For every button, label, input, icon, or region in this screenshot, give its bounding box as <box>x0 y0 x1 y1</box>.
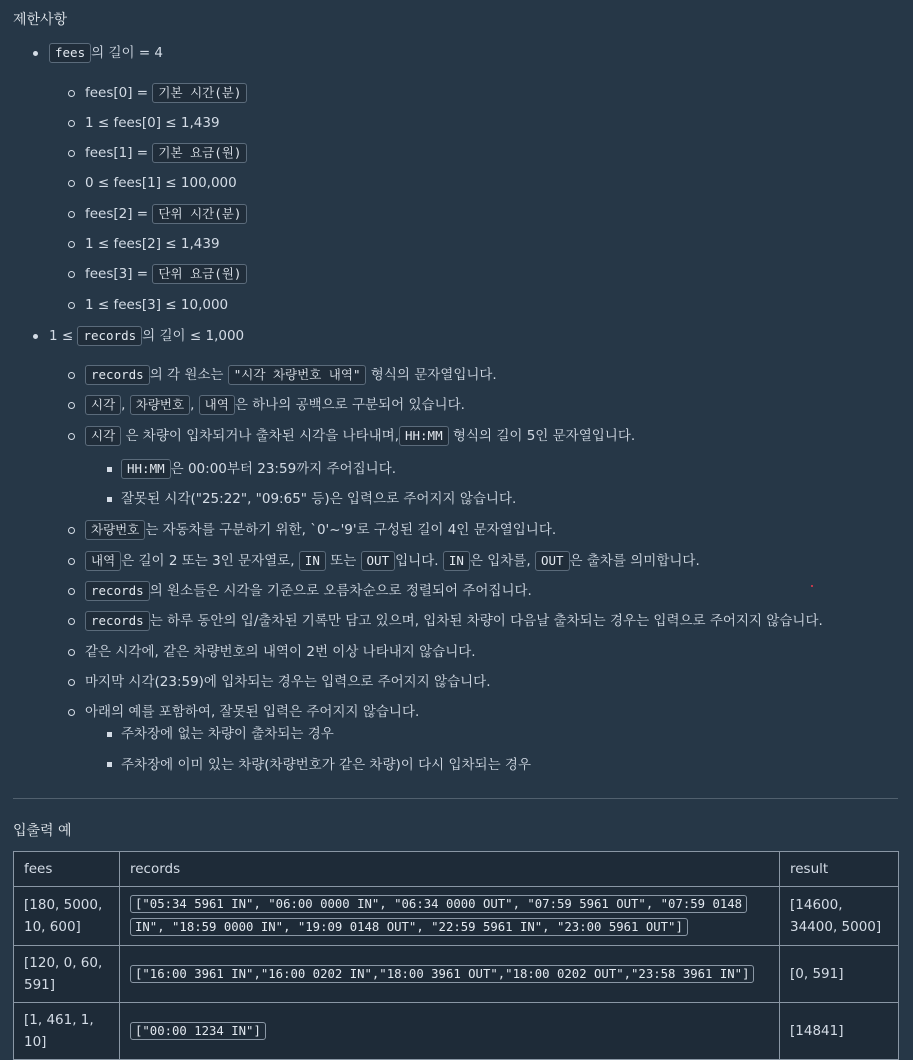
separator: , <box>121 397 126 413</box>
cell-result: [14600, 34400, 5000] <box>780 887 899 946</box>
constraint-car-number <box>85 520 556 540</box>
bullet <box>68 709 75 716</box>
cell-records <box>120 887 780 946</box>
constraint-time <box>85 426 635 446</box>
constraint-valid-input <box>85 702 419 722</box>
constraint-text: fees[2] = <box>85 206 153 222</box>
constraint-text: 은 00:00부터 23:59까지 주어집니다. <box>170 461 397 477</box>
inline-code: 시각 <box>85 395 121 415</box>
bullet <box>68 558 75 565</box>
column-header-fees: fees <box>14 852 120 887</box>
bullet <box>68 649 75 656</box>
section-title: 제한사항 <box>13 12 68 28</box>
inline-code: records <box>77 326 142 346</box>
constraint-record-format <box>85 365 497 385</box>
bullet <box>107 762 112 767</box>
inline-code: 단위 요금(원) <box>152 264 247 284</box>
constraint-text: 아래의 예를 포함하여, 잘못된 입력은 주어지지 않습니다. <box>85 704 420 720</box>
constraint-fees2 <box>85 204 247 224</box>
constraint-text: 1 ≤ fees[2] ≤ 1,439 <box>85 236 220 252</box>
inline-code: IN <box>443 551 470 571</box>
cell-result: [0, 591] <box>780 946 899 1003</box>
bullet <box>68 618 75 625</box>
bullet <box>68 433 75 440</box>
inline-code: HH:MM <box>399 426 449 446</box>
constraint-text: 형식의 문자열입니다. <box>366 367 497 383</box>
inline-code: OUT <box>361 551 396 571</box>
constraint-text: 1 ≤ fees[0] ≤ 1,439 <box>85 115 220 131</box>
table-row <box>14 946 899 1003</box>
constraint-fees3-range <box>85 295 228 315</box>
records-code: ["16:00 3961 IN","16:00 0202 IN","18:00 3961 OUT","18:00 0202 OUT","23:58 3961 IN"] <box>130 965 754 983</box>
bullet <box>107 732 112 737</box>
constraint-text: 는 자동차를 구분하기 위한, `0'~'9'로 구성된 길이 4인 문자열입니다. <box>145 522 557 538</box>
constraint-fees-length <box>49 43 163 63</box>
constraint-text: 은 차량이 입차되거나 출차된 시각을 나타내며, <box>125 428 399 444</box>
bullet <box>68 679 75 686</box>
constraint-text: 마지막 시각(23:59)에 입차되는 경우는 입력으로 주어지지 않습니다. <box>85 674 491 690</box>
bullet <box>33 334 38 339</box>
constraint-invalid-case-2 <box>121 755 531 775</box>
constraint-text: 형식의 길이 5인 문자열입니다. <box>448 428 636 444</box>
constraint-fees3 <box>85 264 247 284</box>
separator: , <box>190 397 195 413</box>
bullet <box>107 497 112 502</box>
inline-code: "시각 차량번호 내역" <box>228 365 367 385</box>
inline-code: 단위 시간(분) <box>152 204 247 224</box>
cell-records <box>120 1003 780 1060</box>
constraint-time-invalid <box>121 489 516 509</box>
constraint-text: 또는 <box>325 553 361 569</box>
cell-fees: [180, 5000, 10, 600] <box>14 887 120 946</box>
constraint-text: 는 하루 동안의 입/출차된 기록만 담고 있으며, 입차된 차량이 다음날 출차되는 경우는 입력으로 주어지지 않습니다. <box>149 613 823 629</box>
bullet <box>33 51 38 56</box>
constraint-fees0-range <box>85 113 220 133</box>
constraint-text: 1 ≤ <box>49 328 78 344</box>
constraint-fees1 <box>85 143 247 163</box>
constraint-text: 같은 시각에, 같은 차량번호의 내역이 2번 이상 나타내지 않습니다. <box>85 644 476 660</box>
inline-code: records <box>85 611 150 631</box>
constraint-text: 은 하나의 공백으로 구분되어 있습니다. <box>234 397 465 413</box>
bullet <box>68 180 75 187</box>
records-code: ["05:34 5961 IN", "06:00 0000 IN", "06:34 0000 OUT", "07:59 5961 OUT", "07:59 0148 IN", "18:59 0000 IN", "19:09 0148 OUT", "22:59 5961 IN", "23:00 5961 OUT"] <box>130 895 747 936</box>
constraint-text: 0 ≤ fees[1] ≤ 100,000 <box>85 175 237 191</box>
constraint-fees0 <box>85 83 247 103</box>
inline-code: records <box>85 581 150 601</box>
inline-code: 차량번호 <box>85 520 145 540</box>
bullet <box>68 588 75 595</box>
inline-code: 차량번호 <box>130 395 190 415</box>
bullet <box>107 467 112 472</box>
inline-code: 내역 <box>199 395 235 415</box>
constraint-text: fees[1] = <box>85 145 153 161</box>
constraint-record-separator <box>85 395 465 415</box>
bullet <box>68 527 75 534</box>
cell-fees: [120, 0, 60, 591] <box>14 946 120 1003</box>
cell-result: [14841] <box>780 1003 899 1060</box>
io-title: 입출력 예 <box>13 823 72 839</box>
constraint-history <box>85 551 700 571</box>
cell-records <box>120 946 780 1003</box>
constraint-text: 주차장에 이미 있는 차량(차량번호가 같은 차량)이 다시 입차되는 경우 <box>121 757 532 773</box>
constraint-text: fees[3] = <box>85 266 153 282</box>
inline-code: 시각 <box>85 426 121 446</box>
constraint-text: 잘못된 시각("25:22", "09:65" 등)은 입력으로 주어지지 않습니다. <box>121 491 517 507</box>
records-code: ["00:00 1234 IN"] <box>130 1022 266 1040</box>
bullet <box>68 302 75 309</box>
constraint-text: 의 각 원소는 <box>149 367 228 383</box>
bullet <box>68 402 75 409</box>
constraint-text: 은 입차를, <box>469 553 531 569</box>
constraint-fees2-range <box>85 234 220 254</box>
table-row <box>14 1003 899 1060</box>
bullet <box>68 120 75 127</box>
inline-code: records <box>85 365 150 385</box>
bullet <box>68 372 75 379</box>
constraint-text: fees[0] = <box>85 85 153 101</box>
bullet <box>68 90 75 97</box>
constraint-text: 1 ≤ fees[3] ≤ 10,000 <box>85 297 229 313</box>
constraint-text: 의 길이 ≤ 1,000 <box>142 328 245 344</box>
inline-code: IN <box>299 551 326 571</box>
constraint-text: 은 출차를 의미합니다. <box>569 553 700 569</box>
inline-code: fees <box>49 43 91 63</box>
constraint-no-duplicate <box>85 642 476 662</box>
divider <box>13 798 898 799</box>
constraint-fees1-range <box>85 173 237 193</box>
bullet <box>68 150 75 157</box>
bullet <box>68 211 75 218</box>
column-header-result: result <box>780 852 899 887</box>
constraint-one-day <box>85 611 823 631</box>
constraint-text: 의 원소들은 시각을 기준으로 오름차순으로 정렬되어 주어집니다. <box>149 583 532 599</box>
table-row <box>14 887 899 946</box>
constraint-text: 입니다. <box>395 553 439 569</box>
bullet <box>68 271 75 278</box>
constraint-records-length <box>49 326 244 346</box>
bullet <box>68 241 75 248</box>
inline-code: 내역 <box>85 551 121 571</box>
inline-code: 기본 시간(분) <box>152 83 247 103</box>
constraint-last-time <box>85 672 491 692</box>
table-header-row <box>14 852 899 887</box>
constraint-sorted <box>85 581 532 601</box>
constraint-time-range <box>121 459 396 479</box>
constraint-text: 의 길이 = 4 <box>91 45 164 61</box>
constraint-text: 주차장에 없는 차량이 출차되는 경우 <box>121 726 334 742</box>
inline-code: HH:MM <box>121 459 171 479</box>
constraint-text: 은 길이 2 또는 3인 문자열로, <box>121 553 295 569</box>
cell-fees: [1, 461, 1, 10] <box>14 1003 120 1060</box>
inline-code: OUT <box>535 551 570 571</box>
constraint-invalid-case-1 <box>121 724 334 744</box>
column-header-records: records <box>120 852 780 887</box>
io-table <box>13 851 899 1060</box>
stray-mark <box>811 585 813 587</box>
inline-code: 기본 요금(원) <box>152 143 247 163</box>
